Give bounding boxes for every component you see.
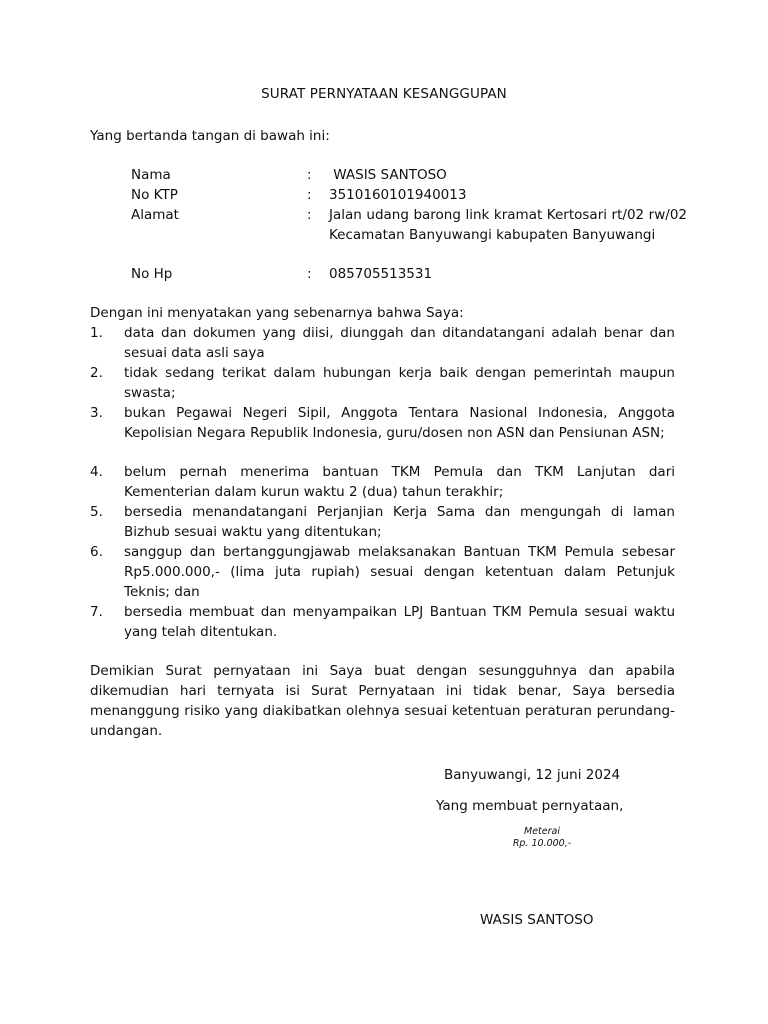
list-item-number: 4.: [90, 464, 103, 480]
list-item: sanggup dan bertanggungjawab melaksanakan Bantuan TKM Pemula sebesar Rp5.000.000,- (lima juta rupiah) sesuai dengan ketentuan dalam Petunjuk Teknis; dan: [124, 544, 675, 600]
document-title: SURAT PERNYATAAN KESANGGUPAN: [261, 86, 507, 102]
stamp-label: Meterai: [524, 826, 560, 837]
list-item: bersedia membuat dan menyampaikan LPJ Bantuan TKM Pemula sesuai waktu yang telah ditentukan.: [124, 604, 675, 640]
maker-label: Yang membuat pernyataan,: [436, 798, 624, 814]
stamp-placeholder: [500, 826, 584, 850]
place-date: Banyuwangi, 12 juni 2024: [444, 767, 621, 783]
list-item-number: 6.: [90, 544, 103, 560]
list-item-number: 2.: [90, 365, 103, 381]
identity-value-alamat: Jalan udang barong link kramat Kertosari rt/02 rw/02 Kecamatan Banyuwangi kabupaten Banyuwangi: [329, 207, 687, 243]
identity-value-ktp: 3510160101940013: [329, 187, 467, 203]
identity-label-alamat: Alamat: [131, 207, 179, 223]
identity-value-nama: WASIS SANTOSO: [329, 167, 447, 183]
identity-colon: :: [307, 187, 312, 203]
signer-name: WASIS SANTOSO: [480, 912, 594, 928]
identity-colon: :: [307, 207, 312, 223]
identity-value-hp: 085705513531: [329, 266, 433, 282]
list-item: belum pernah menerima bantuan TKM Pemula dan TKM Lanjutan dari Kementerian dalam kurun waktu 2 (dua) tahun terakhir;: [124, 464, 675, 500]
intro-text: Yang bertanda tangan di bawah ini:: [90, 128, 330, 144]
stamp-amount: Rp. 10.000,-: [512, 838, 572, 849]
identity-label-hp: No Hp: [131, 266, 173, 282]
list-item-number: 3.: [90, 405, 103, 421]
identity-label-ktp: No KTP: [131, 187, 178, 203]
list-item: bersedia menandatangani Perjanjian Kerja Sama dan mengungah di laman Bizhub sesuai waktu yang ditentukan;: [124, 504, 675, 540]
list-item-number: 7.: [90, 604, 103, 620]
list-item: tidak sedang terikat dalam hubungan kerja baik dengan pemerintah maupun swasta;: [124, 365, 675, 401]
identity-colon: :: [307, 167, 312, 183]
list-item: data dan dokumen yang diisi, diunggah dan ditandatangani adalah benar dan sesuai data asli saya: [124, 325, 675, 361]
list-item: bukan Pegawai Negeri Sipil, Anggota Tentara Nasional Indonesia, Anggota Kepolisian Negara Republik Indonesia, guru/dosen non ASN dan Pensiunan ASN;: [124, 405, 675, 441]
list-item-number: 5.: [90, 504, 103, 520]
closing-paragraph: Demikian Surat pernyataan ini Saya buat dengan sesungguhnya dan apabila dikemudian hari ternyata isi Surat Pernyataan ini tidak benar, Saya bersedia menanggung risiko yang diakibatkan olehnya sesuai ketentuan peraturan perundang-undangan.: [90, 663, 675, 739]
identity-colon: :: [307, 266, 312, 282]
identity-label-nama: Nama: [131, 167, 171, 183]
statement-list-intro: Dengan ini menyatakan yang sebenarnya bahwa Saya:: [90, 305, 464, 321]
list-item-number: 1.: [90, 325, 103, 341]
